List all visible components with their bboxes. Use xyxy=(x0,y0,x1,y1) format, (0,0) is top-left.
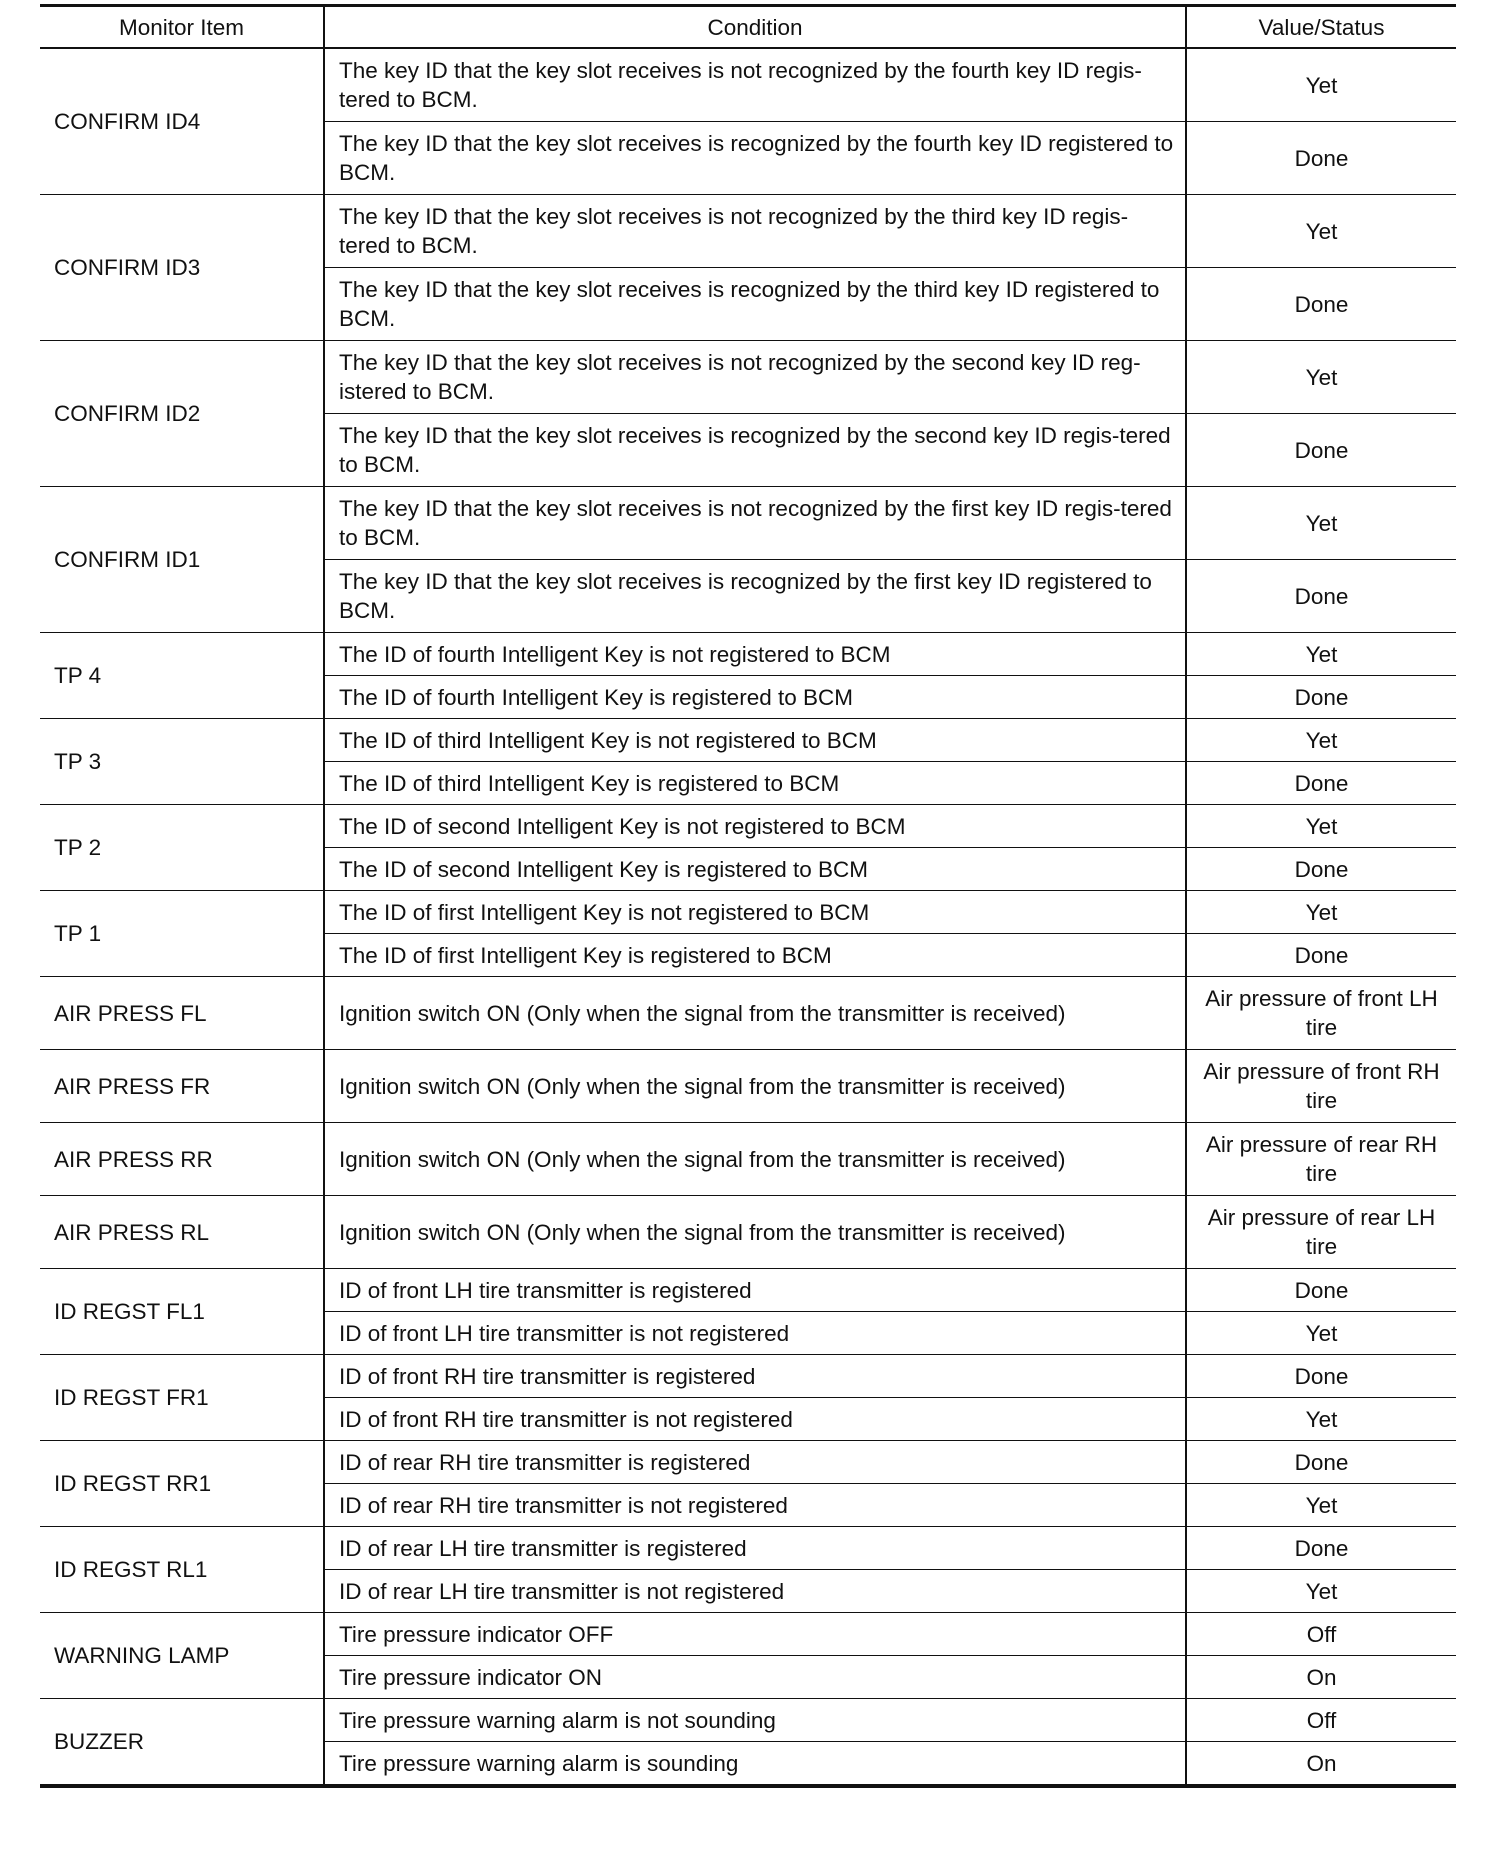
condition-cell: The key ID that the key slot receives is recognized by the first key ID registered to BCM. xyxy=(324,560,1186,633)
table-row xyxy=(40,1050,1456,1123)
monitor-item-warning-lamp: WARNING LAMP xyxy=(40,1613,324,1699)
table-row xyxy=(40,1441,1456,1484)
condition-cell: ID of front RH tire transmitter is registered xyxy=(324,1355,1186,1398)
table-row xyxy=(40,1355,1456,1398)
condition-cell: The key ID that the key slot receives is not recognized by the second key ID reg-istered to BCM. xyxy=(324,341,1186,414)
condition-cell: ID of rear LH tire transmitter is registered xyxy=(324,1527,1186,1570)
monitor-item-tp-3: TP 3 xyxy=(40,719,324,805)
condition-cell: Tire pressure warning alarm is sounding xyxy=(324,1742,1186,1787)
condition-cell: ID of front LH tire transmitter is not registered xyxy=(324,1312,1186,1355)
condition-cell: The ID of second Intelligent Key is not registered to BCM xyxy=(324,805,1186,848)
value-status-cell: Done xyxy=(1186,676,1456,719)
table-row xyxy=(40,1527,1456,1570)
condition-cell: The ID of fourth Intelligent Key is not registered to BCM xyxy=(324,633,1186,676)
monitor-item-id-regst-rl1: ID REGST RL1 xyxy=(40,1527,324,1613)
condition-cell: Ignition switch ON (Only when the signal from the transmitter is received) xyxy=(324,1123,1186,1196)
table-row xyxy=(40,805,1456,848)
value-status-cell: Air pressure of front LH tire xyxy=(1186,977,1456,1050)
monitor-item-id-regst-fr1: ID REGST FR1 xyxy=(40,1355,324,1441)
monitor-item-confirm-id1: CONFIRM ID1 xyxy=(40,487,324,633)
condition-cell: The ID of third Intelligent Key is not registered to BCM xyxy=(324,719,1186,762)
condition-cell: ID of rear RH tire transmitter is registered xyxy=(324,1441,1186,1484)
condition-cell: The key ID that the key slot receives is recognized by the fourth key ID registered to BCM. xyxy=(324,122,1186,195)
condition-cell: The ID of first Intelligent Key is registered to BCM xyxy=(324,934,1186,977)
table-row xyxy=(40,633,1456,676)
table-row xyxy=(40,341,1456,414)
condition-cell: The ID of third Intelligent Key is registered to BCM xyxy=(324,762,1186,805)
value-status-cell: Done xyxy=(1186,560,1456,633)
table-row xyxy=(40,1613,1456,1656)
value-status-cell: Yet xyxy=(1186,487,1456,560)
table-row xyxy=(40,195,1456,268)
header-monitor-item: Monitor Item xyxy=(40,6,324,49)
monitor-item-id-regst-fl1: ID REGST FL1 xyxy=(40,1269,324,1355)
monitor-item-air-press-rl: AIR PRESS RL xyxy=(40,1196,324,1269)
monitor-item-tp-2: TP 2 xyxy=(40,805,324,891)
value-status-cell: Off xyxy=(1186,1613,1456,1656)
condition-cell: The key ID that the key slot receives is not recognized by the first key ID regis-tered to BCM. xyxy=(324,487,1186,560)
condition-cell: The ID of second Intelligent Key is registered to BCM xyxy=(324,848,1186,891)
value-status-cell: Done xyxy=(1186,1355,1456,1398)
value-status-cell: Yet xyxy=(1186,1484,1456,1527)
table-row xyxy=(40,487,1456,560)
header-condition: Condition xyxy=(324,6,1186,49)
header-row xyxy=(40,6,1456,49)
condition-cell: The key ID that the key slot receives is recognized by the second key ID regis-tered to BCM. xyxy=(324,414,1186,487)
table-row xyxy=(40,48,1456,122)
value-status-cell: Yet xyxy=(1186,1570,1456,1613)
condition-cell: ID of front RH tire transmitter is not registered xyxy=(324,1398,1186,1441)
condition-cell: The ID of fourth Intelligent Key is registered to BCM xyxy=(324,676,1186,719)
condition-cell: ID of rear RH tire transmitter is not registered xyxy=(324,1484,1186,1527)
value-status-cell: Yet xyxy=(1186,1312,1456,1355)
table-row xyxy=(40,891,1456,934)
table-row xyxy=(40,1123,1456,1196)
monitor-item-confirm-id3: CONFIRM ID3 xyxy=(40,195,324,341)
value-status-cell: On xyxy=(1186,1656,1456,1699)
condition-cell: The key ID that the key slot receives is not recognized by the third key ID regis-tered to BCM. xyxy=(324,195,1186,268)
value-status-cell: Air pressure of front RH tire xyxy=(1186,1050,1456,1123)
condition-cell: Ignition switch ON (Only when the signal from the transmitter is received) xyxy=(324,977,1186,1050)
condition-cell: The key ID that the key slot receives is not recognized by the fourth key ID regis-tered to BCM. xyxy=(324,48,1186,122)
condition-cell: Ignition switch ON (Only when the signal from the transmitter is received) xyxy=(324,1050,1186,1123)
value-status-cell: Done xyxy=(1186,1441,1456,1484)
table-row xyxy=(40,719,1456,762)
monitor-item-tp-1: TP 1 xyxy=(40,891,324,977)
value-status-cell: Air pressure of rear LH tire xyxy=(1186,1196,1456,1269)
table-row xyxy=(40,1196,1456,1269)
value-status-cell: Done xyxy=(1186,762,1456,805)
table-header xyxy=(40,6,1456,49)
monitor-table xyxy=(40,4,1456,1788)
value-status-cell: On xyxy=(1186,1742,1456,1787)
condition-cell: Tire pressure indicator ON xyxy=(324,1656,1186,1699)
value-status-cell: Done xyxy=(1186,934,1456,977)
value-status-cell: Done xyxy=(1186,848,1456,891)
table-row xyxy=(40,977,1456,1050)
value-status-cell: Yet xyxy=(1186,891,1456,934)
value-status-cell: Yet xyxy=(1186,719,1456,762)
value-status-cell: Yet xyxy=(1186,805,1456,848)
value-status-cell: Yet xyxy=(1186,1398,1456,1441)
monitor-table-page xyxy=(40,4,1456,1788)
value-status-cell: Done xyxy=(1186,122,1456,195)
value-status-cell: Done xyxy=(1186,1269,1456,1312)
table-row xyxy=(40,1699,1456,1742)
monitor-item-tp-4: TP 4 xyxy=(40,633,324,719)
monitor-item-air-press-fr: AIR PRESS FR xyxy=(40,1050,324,1123)
monitor-item-id-regst-rr1: ID REGST RR1 xyxy=(40,1441,324,1527)
table-body xyxy=(40,48,1456,1786)
monitor-item-confirm-id4: CONFIRM ID4 xyxy=(40,48,324,195)
value-status-cell: Done xyxy=(1186,1527,1456,1570)
header-value-status: Value/Status xyxy=(1186,6,1456,49)
monitor-item-buzzer: BUZZER xyxy=(40,1699,324,1787)
monitor-item-air-press-fl: AIR PRESS FL xyxy=(40,977,324,1050)
condition-cell: Tire pressure warning alarm is not sounding xyxy=(324,1699,1186,1742)
condition-cell: Tire pressure indicator OFF xyxy=(324,1613,1186,1656)
condition-cell: The key ID that the key slot receives is recognized by the third key ID registered to BCM. xyxy=(324,268,1186,341)
condition-cell: ID of rear LH tire transmitter is not registered xyxy=(324,1570,1186,1613)
value-status-cell: Off xyxy=(1186,1699,1456,1742)
value-status-cell: Done xyxy=(1186,268,1456,341)
value-status-cell: Done xyxy=(1186,414,1456,487)
value-status-cell: Yet xyxy=(1186,341,1456,414)
monitor-item-confirm-id2: CONFIRM ID2 xyxy=(40,341,324,487)
value-status-cell: Yet xyxy=(1186,195,1456,268)
condition-cell: ID of front LH tire transmitter is registered xyxy=(324,1269,1186,1312)
table-row xyxy=(40,1269,1456,1312)
monitor-item-air-press-rr: AIR PRESS RR xyxy=(40,1123,324,1196)
condition-cell: Ignition switch ON (Only when the signal from the transmitter is received) xyxy=(324,1196,1186,1269)
value-status-cell: Air pressure of rear RH tire xyxy=(1186,1123,1456,1196)
condition-cell: The ID of first Intelligent Key is not registered to BCM xyxy=(324,891,1186,934)
value-status-cell: Yet xyxy=(1186,48,1456,122)
value-status-cell: Yet xyxy=(1186,633,1456,676)
